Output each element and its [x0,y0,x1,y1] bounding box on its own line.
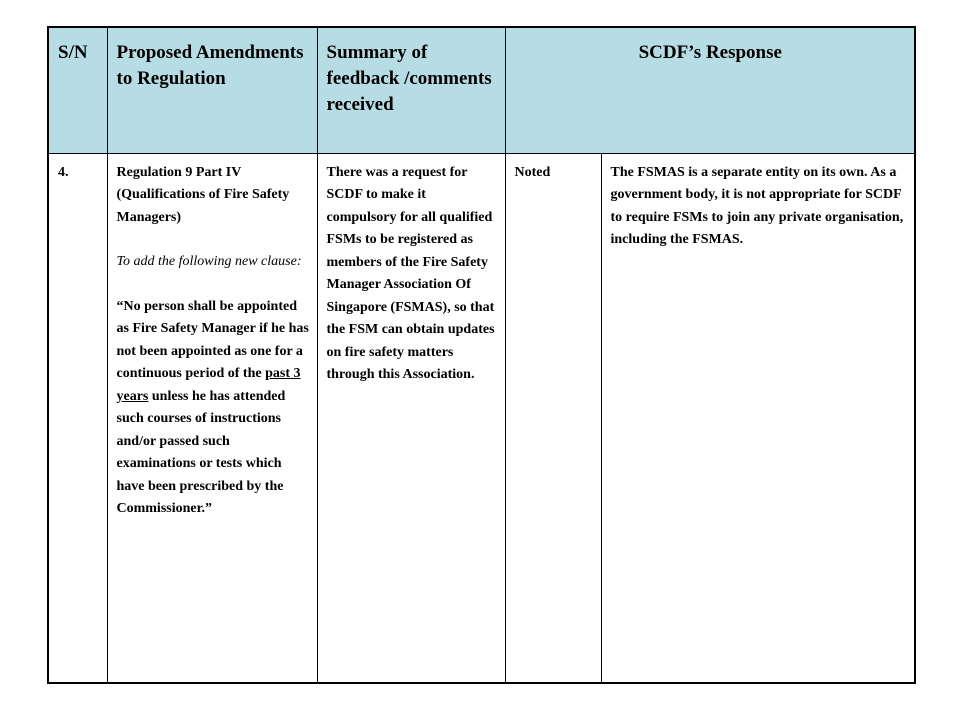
clause-underlined-period: past 3 years [116,366,301,404]
header-proposed-amendments: Proposed Amendments to Regulation [107,27,317,153]
row-sn: 4. [48,153,107,683]
feedback-response-table [47,26,916,684]
regulation-instruction: To add the following new clause: [116,254,302,269]
row-status: Noted [505,153,601,683]
row-feedback: There was a request for SCDF to make it compulsory for all qualified FSMs to be registered as members of the Fire Safety Manager Association Of Singapore (FSMAS), so that the FSM can obtain updates on fire safety matters through this Association. [317,153,505,683]
header-scdf-response: SCDF’s Response [505,27,915,153]
regulation-title: Regulation 9 Part IV (Qualifications of Fire Safety Managers) [116,164,290,225]
header-summary-feedback: Summary of feedback /comments received [317,27,505,153]
row-response: The FSMAS is a separate entity on its own. As a government body, it is not appropriate for SCDF to require FSMs to join any private organisation, including the FSMAS. [601,153,915,683]
clause-text-end: unless he has attended such courses of instructions and/or passed such examinations or tests which have been prescribed by the Commissioner.” [116,388,286,516]
table-header-row [48,27,915,153]
table-row [48,153,915,683]
regulation-clause [117,296,311,521]
clause-text-start: “No person shall be appointed as Fire Safety Manager if he has not been appointed as one for a continuous period of the [116,298,309,381]
header-sn: S/N [48,27,107,153]
row-regulation-cell [107,153,317,683]
